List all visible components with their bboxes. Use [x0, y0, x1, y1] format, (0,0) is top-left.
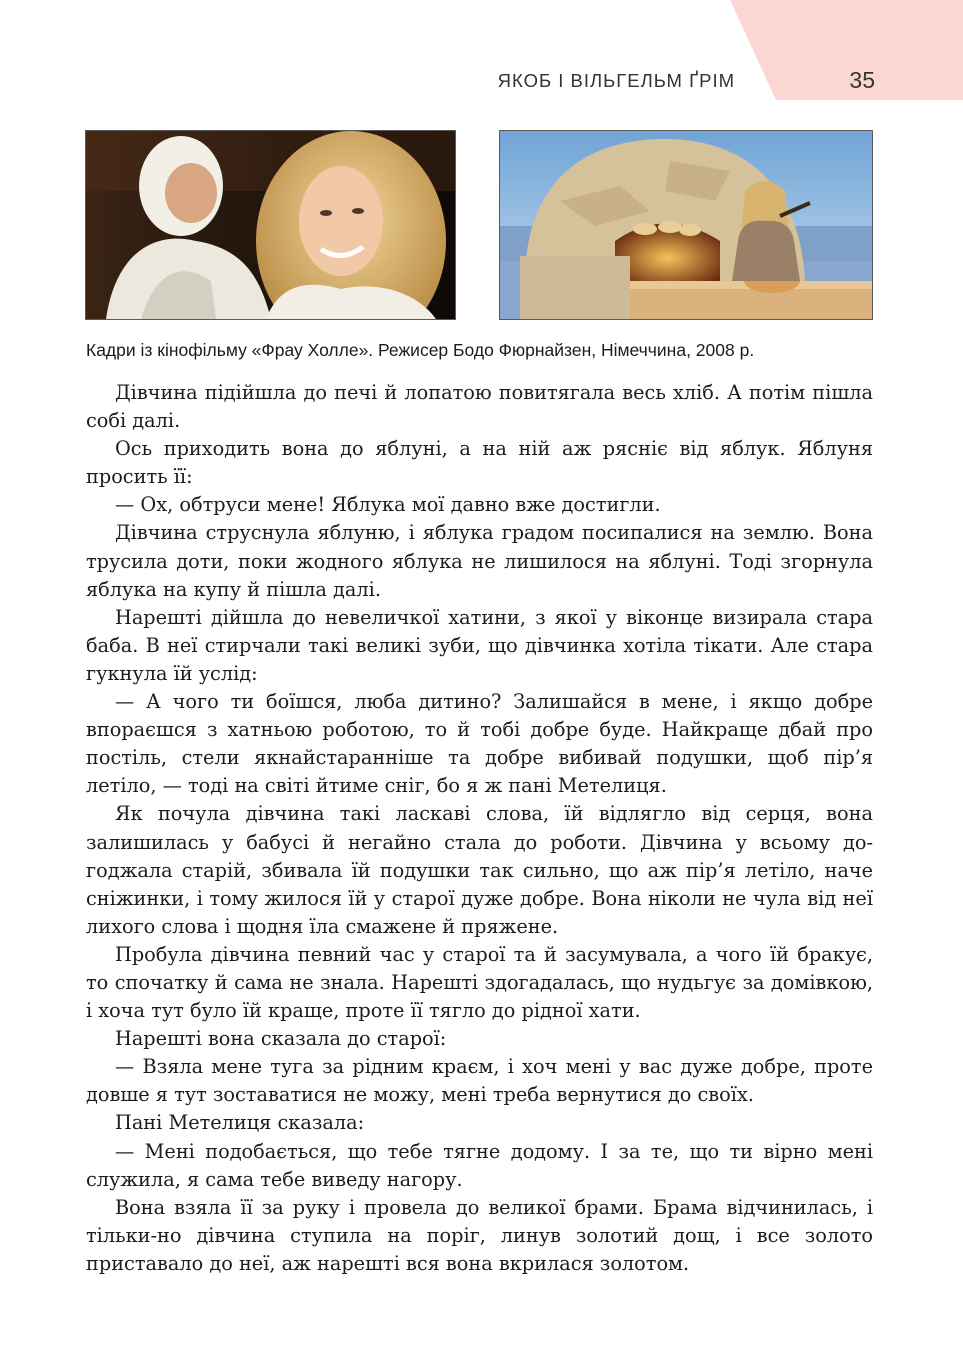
film-still-right [500, 131, 872, 319]
story-text [86, 379, 873, 1278]
figure-caption: Кадри із кінофільму «Фрау Холле». Режисер Бодо Фюрнайзен, Німеччина, 2008 р. [86, 340, 755, 360]
paragraph: Пані Метелиця сказала: [115, 1111, 365, 1135]
dialogue-line: — Ох, обтруси мене! Яблука мої давно вже достигли. [115, 493, 661, 517]
dialogue-line: — Мені подобається, що тебе тягне додому. І за те, що ти вірно мені служила, я сама тебе виведу нагору. [86, 1139, 873, 1191]
paragraph: Нарешті дійшла до невеличкої хатини, з якої у віконце визирала стара баба. В неї стирчали такі великі зуби, що дівчинка хотіла тікати. Але стара гукнула їй услід: [86, 605, 873, 685]
film-still-left [86, 131, 455, 319]
paragraph: Нарешті вона сказала до старої: [115, 1027, 447, 1051]
paragraph: Дівчина підійшла до печі й лопатою повитягала весь хліб. А потім пішла собі далі. [86, 381, 873, 433]
paragraph: Вона взяла її за руку і провела до великої брами. Брама відчинилась, і тільки-но дівчина ступила на поріг, линув золотий дощ, і все золото приставало до неї, аж нарешті вся вона вкрилася золотом. [86, 1195, 873, 1275]
dialogue-line: — Взяла мене туга за рідним краєм, і хоч мені у вас дуже добре, проте довше я тут зоставатися не можу, мені треба вернутися до своїх. [86, 1055, 873, 1107]
dialogue-line: — А чого ти боїшся, люба дитино? Залишайся в мене, і якщо добре впораєшся з хатньою роботою, то й тобі добре буде. Найкраще дбай про постіль, стели якнайстаранніше та добре вибивай подушки, щоб пір’я летіло, — тоді на світі йтиме сніг, бо я ж пані Метелиця. [86, 690, 873, 798]
paragraph: Пробула дівчина певний час у старої та й засумувала, а чого їй бракує, то спочатку й сама не знала. Нарешті здогадалась, що нудьгує за домівкою, і хоча тут було їй краще, проте її тягло до рідної хати. [86, 942, 873, 1023]
running-header-title: ЯКОБ І ВІЛЬГЕЛЬМ ҐРІМ [497, 70, 735, 91]
paragraph: Ось приходить вона до яблуні, а на ній аж рясніє від яблук. Яблуня просить її: [86, 437, 873, 489]
paragraph: Дівчина струснула яблуню, і яблука градом посипалися на землю. Вона трусила доти, поки жодного яблука не лишилося на яблуні. Тоді згорнула яблука на купу й пішла далі. [86, 521, 873, 601]
paragraph: Як почула дівчина такі ласкаві слова, їй відлягло від серця, вона залишилась у бабусі й негайно стала до роботи. Дівчина у всьому догоджала старій, збивала їй подушки так сильно, що аж пір’я летіло, наче сніжинки, і тому жилося їй у старої дуже добре. Вона ніколи не чула від неї лихого слова і щодня їла смажене й пряжене. [86, 802, 873, 938]
page-number: 35 [849, 67, 875, 93]
